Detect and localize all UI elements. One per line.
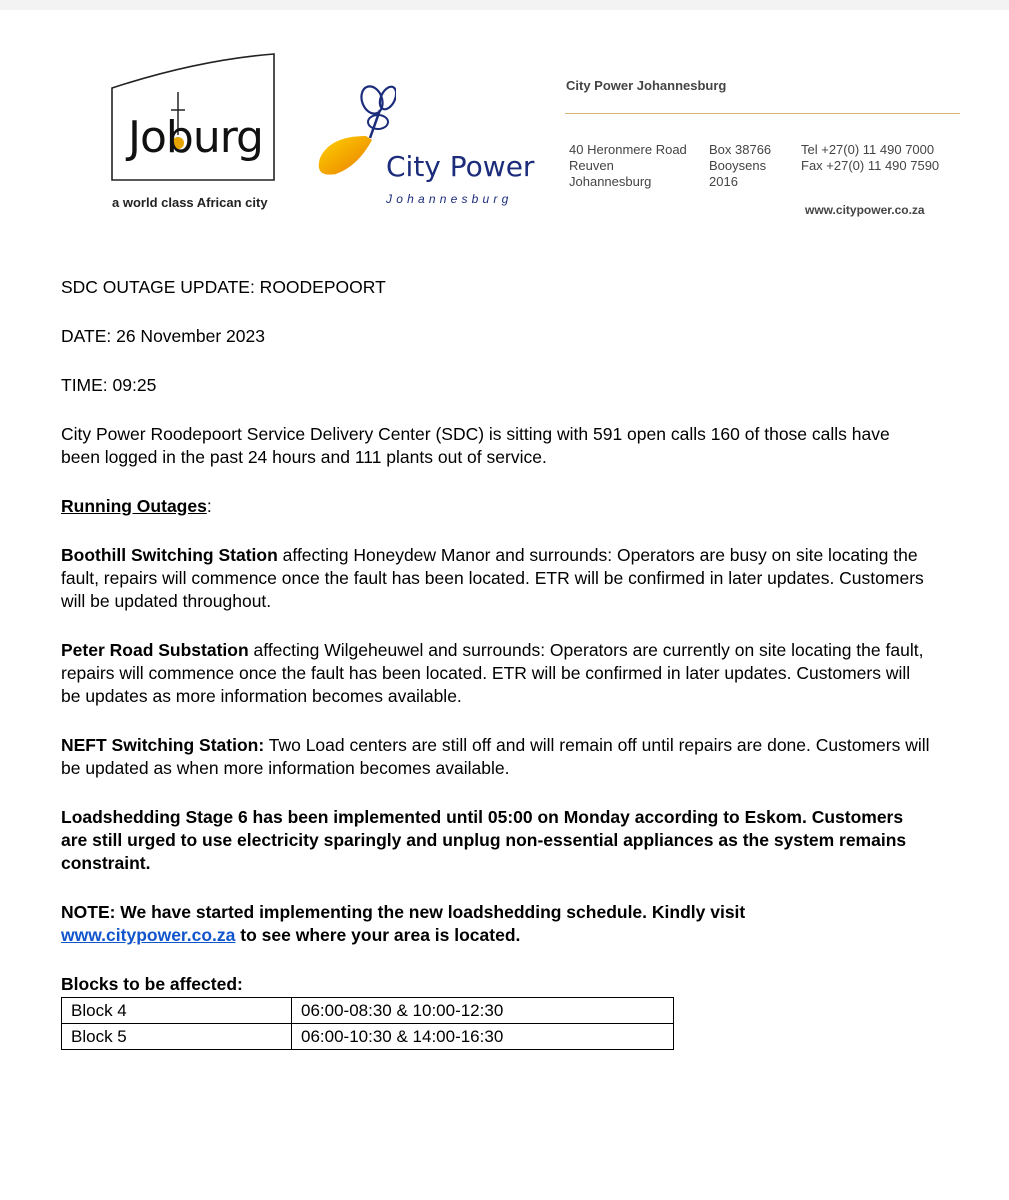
telephone: Tel +27(0) 11 490 7000 (801, 142, 935, 157)
blocks-table (61, 997, 674, 1050)
outage-item (61, 639, 931, 708)
table-row (62, 1024, 674, 1050)
outage-name: Peter Road Substation (61, 640, 249, 660)
loadshedding-notice: Loadshedding Stage 6 has been implemented until 05:00 on Monday according to Eskom. Customers are still urged to use electricity sparingly and unplug non-essential appliances as the system remains constraint. (61, 807, 907, 873)
contact-numbers (801, 142, 939, 174)
address-box (709, 142, 771, 190)
notice-time: TIME: 09:25 (61, 375, 157, 395)
address-line: 2016 (709, 174, 738, 189)
address-line: Booysens (709, 158, 767, 173)
city-power-butterfly-icon (300, 78, 396, 188)
city-power-logo-subtitle: Johannesburg (386, 192, 513, 206)
note-prefix: NOTE: We have started implementing the new loadshedding schedule. Kindly visit (61, 902, 746, 922)
outage-item (61, 544, 931, 613)
outage-detail: affecting Honeydew Manor and surrounds: Operators are busy on site locating the fault, repairs will commence once the fault has been located. ETR will be confirmed in later updates. Customers will be updated throughout. (61, 545, 924, 611)
address-line: Johannesburg (569, 174, 652, 189)
running-outages-colon: : (206, 496, 212, 516)
address-line: Box 38766 (709, 142, 772, 157)
address-street (569, 142, 687, 190)
block-times-cell: 06:00-10:30 & 14:00-16:30 (292, 1024, 674, 1050)
note-suffix: to see where your area is located. (235, 925, 521, 945)
notice-body (61, 276, 931, 1050)
header-divider (565, 113, 960, 114)
outage-detail: Two Load centers are still off and will remain off until repairs are done. Customers will be updated as when more information becomes available. (61, 735, 930, 778)
schedule-note (61, 901, 931, 947)
outage-item (61, 734, 931, 780)
table-row (62, 998, 674, 1024)
outage-name: NEFT Switching Station: (61, 735, 265, 755)
notice-date: DATE: 26 November 2023 (61, 326, 265, 346)
outage-name: Boothill Switching Station (61, 545, 278, 565)
city-power-logo-name: City Power (386, 150, 535, 183)
block-times-cell: 06:00-08:30 & 10:00-12:30 (292, 998, 674, 1024)
city-power-logo (300, 78, 550, 218)
running-outages-heading (61, 495, 931, 518)
outage-detail: affecting Wilgeheuwel and surrounds: Operators are currently on site locating the fault, repairs will commence once the fault has been located. ETR will be confirmed in later updates. Customers will be updates as more information becomes available. (61, 640, 924, 706)
block-name-cell: Block 4 (62, 998, 292, 1024)
blocks-heading: Blocks to be affected: (61, 974, 243, 994)
letterhead-website: www.citypower.co.za (805, 203, 925, 217)
address-line: Reuven (569, 158, 614, 173)
notice-summary: City Power Roodepoort Service Delivery Center (SDC) is sitting with 591 open calls 160 of those calls have been logged in the past 24 hours and 111 plants out of service. (61, 424, 890, 467)
notice-title: SDC OUTAGE UPDATE: ROODEPOORT (61, 277, 386, 297)
fax: Fax +27(0) 11 490 7590 (801, 158, 940, 173)
joburg-logo-wordmark: Joburg (128, 112, 263, 163)
joburg-tagline: a world class African city (112, 195, 268, 210)
org-name: City Power Johannesburg (566, 78, 727, 93)
citypower-website-link[interactable]: www.citypower.co.za (61, 925, 236, 945)
running-outages-label: Running Outages (61, 496, 207, 516)
block-name-cell: Block 5 (62, 1024, 292, 1050)
joburg-logo (108, 50, 280, 215)
address-line: 40 Heronmere Road (569, 142, 687, 157)
page-top-edge (0, 0, 1009, 10)
